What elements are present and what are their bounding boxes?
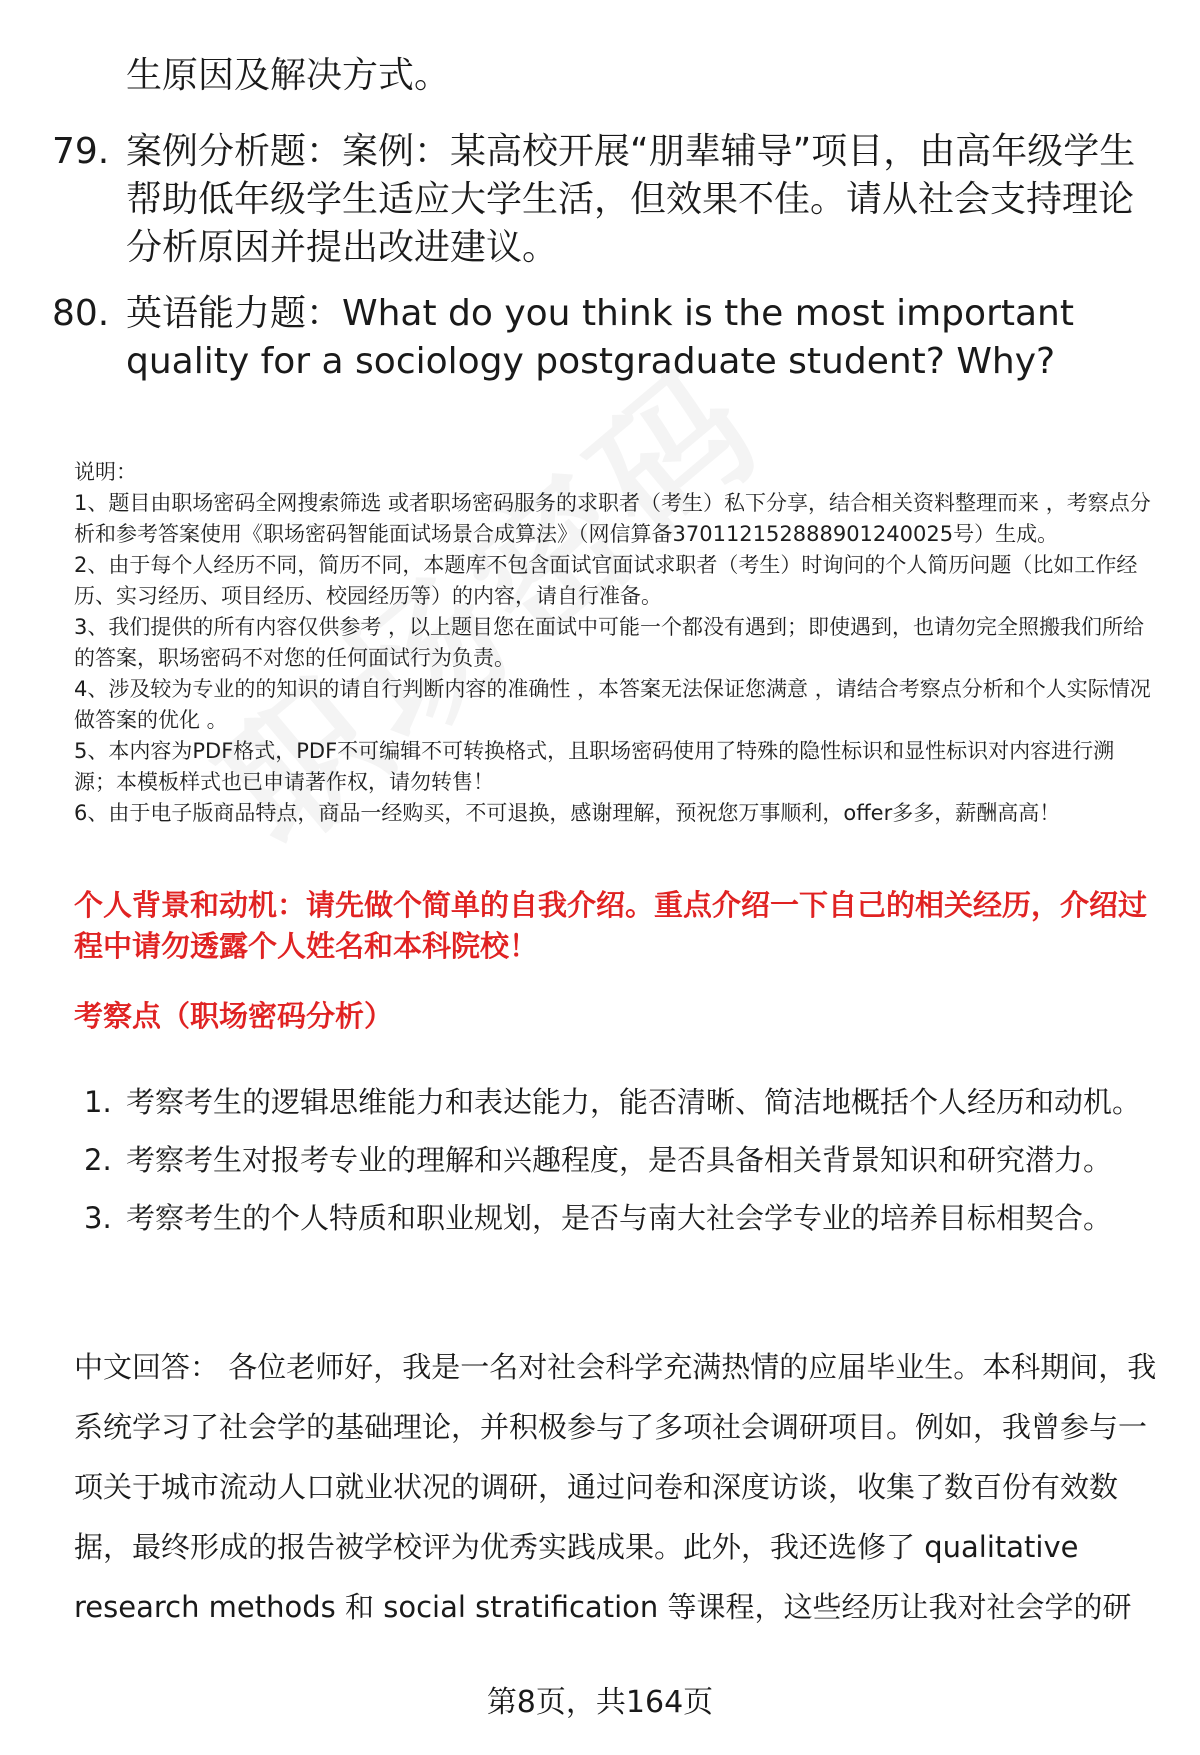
section-heading: 个人背景和动机：请先做个简单的自我介绍。重点介绍一下自己的相关经历，介绍过程中请勿透露个人姓名和本科院校！	[74, 888, 1148, 963]
point-number: 1.	[84, 1085, 112, 1119]
point-number: 3.	[84, 1201, 112, 1235]
note-item: 3、我们提供的所有内容仅供参考 ，以上题目您在面试中可能一个都没有遇到；即使遇到，也请勿完全照搬我们所给的答案，职场密码不对您的任何面试行为负责。	[74, 615, 1145, 670]
note-item: 4、涉及较为专业的的知识的请自行判断内容的准确性 ，本答案无法保证您满意 ，请结合考察点分析和个人实际情况做答案的优化 。	[74, 677, 1151, 732]
notes-section	[74, 457, 1154, 829]
question-80	[52, 290, 1147, 386]
point-text: 考察考生的逻辑思维能力和表达能力，能否清晰、简洁地概括个人经历和动机。	[126, 1085, 1142, 1119]
question-number: 79.	[52, 131, 110, 172]
question-text: 英语能力题：What do you think is the most important quality for a sociology postgraduate student? Why?	[126, 293, 1074, 382]
notes-title: 说明：	[74, 460, 137, 484]
point-text: 考察考生的个人特质和职业规划，是否与南大社会学专业的培养目标相契合。	[126, 1201, 1113, 1235]
assessment-points	[74, 1073, 1154, 1247]
question-number: 80.	[52, 293, 110, 334]
question-79	[52, 128, 1147, 272]
point-item	[74, 1131, 1154, 1189]
point-item	[74, 1189, 1154, 1247]
points-heading: 考察点（职场密码分析）	[74, 999, 394, 1033]
note-item: 2、由于每个人经历不同，简历不同，本题库不包含面试官面试求职者（考生）时询问的个人简历问题（比如工作经历、实习经历、项目经历、校园经历等）的内容，请自行准备。	[74, 553, 1138, 608]
previous-question-tail: 生原因及解决方式。	[126, 55, 451, 96]
point-text: 考察考生对报考专业的理解和兴趣程度，是否具备相关背景知识和研究潜力。	[126, 1143, 1113, 1177]
note-item: 6、由于电子版商品特点，商品一经购买，不可退换，感谢理解，预祝您万事顺利，offer多多，薪酬高高！	[74, 801, 1061, 825]
point-item	[74, 1073, 1154, 1131]
chinese-answer: 中文回答： 各位老师好，我是一名对社会科学充满热情的应届毕业生。本科期间，我系统学习了社会学的基础理论，并积极参与了多项社会调研项目。例如，我曾参与一项关于城市流动人口就业状况的调研，通过问卷和深度访谈，收集了数百份有效数据，最终形成的报告被学校评为优秀实践成果。此外，我还选修了 qualitative research methods 和 social stratification 等课程，这些经历让我对社会学的研	[74, 1350, 1157, 1624]
question-text: 案例分析题：案例：某高校开展“朋辈辅导”项目，由高年级学生帮助低年级学生适应大学生活，但效果不佳。请从社会支持理论分析原因并提出改进建议。	[126, 131, 1136, 268]
page-footer: 第8页，共164页	[486, 1685, 714, 1720]
note-item: 5、本内容为PDF格式，PDF不可编辑不可转换格式，且职场密码使用了特殊的隐性标识和显性标识对内容进行溯源；本模板样式也已申请著作权，请勿转售！	[74, 739, 1115, 794]
note-item: 1、题目由职场密码全网搜索筛选 或者职场密码服务的求职者（考生）私下分享，结合相关资料整理而来 ，考察点分析和参考答案使用《职场密码智能面试场景合成算法》（网信算备370112152888901240025号）生成。	[74, 491, 1151, 546]
point-number: 2.	[84, 1143, 112, 1177]
